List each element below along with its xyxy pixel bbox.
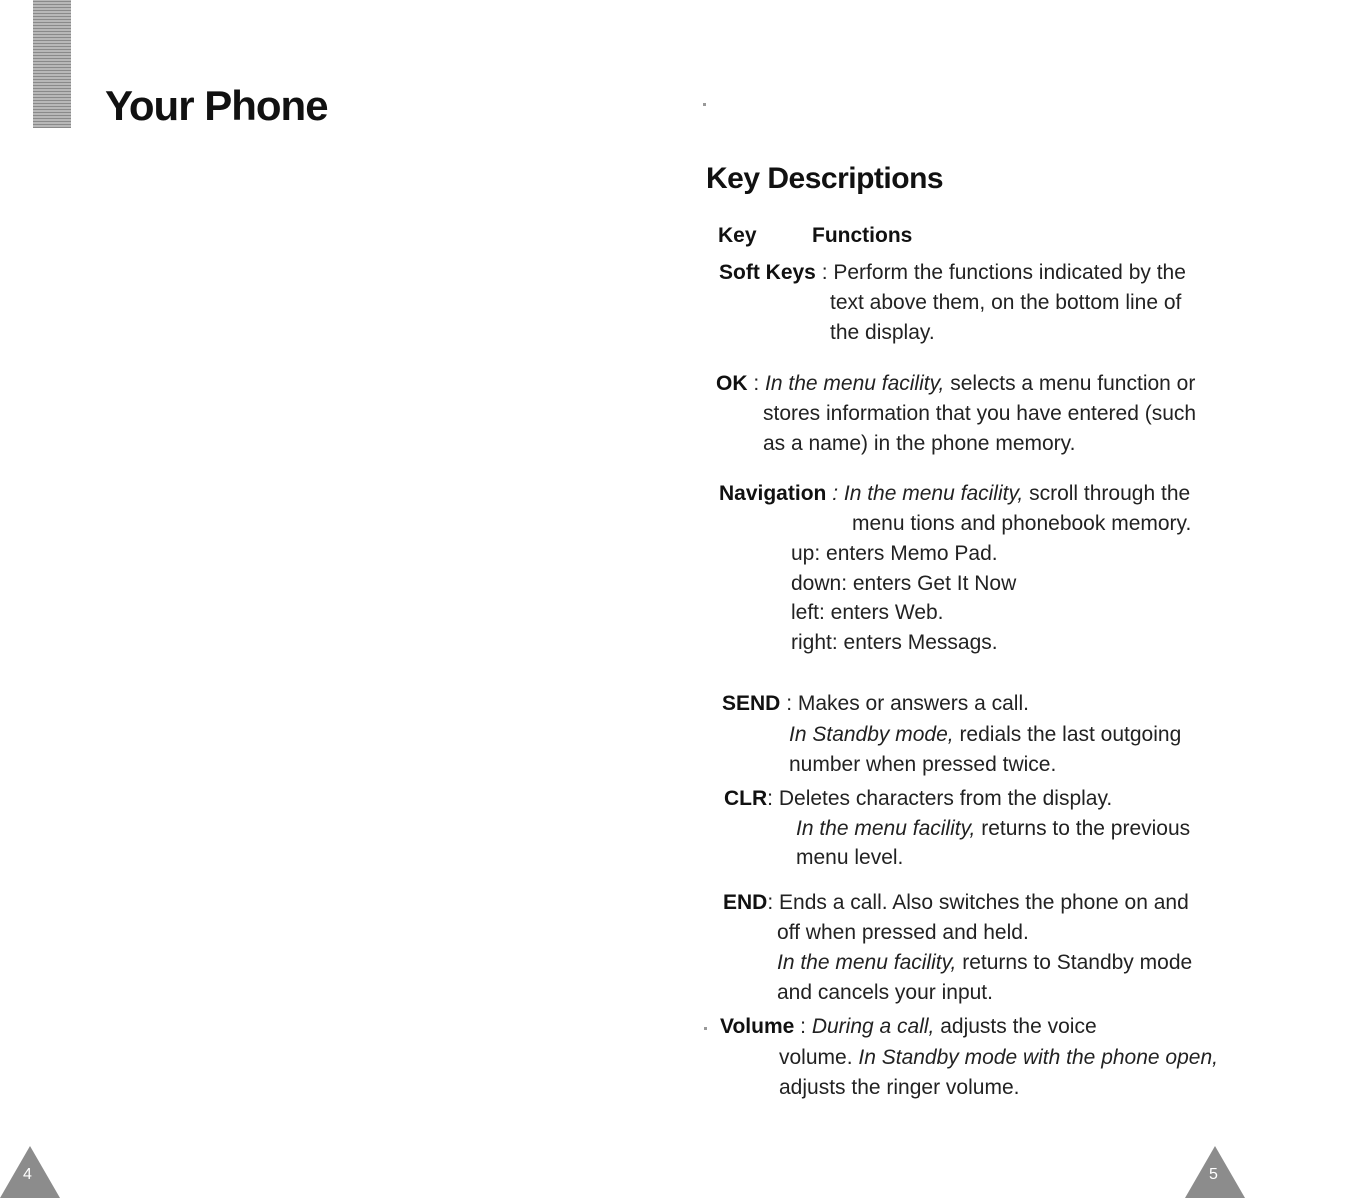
column-header-key: Key [718,224,757,247]
end-line: off when pressed and held. [777,921,1029,944]
entry-text: Perform the functions indicated by the [833,261,1186,284]
ok-line: stores information that you have entered (such [763,402,1197,425]
navigation-right: right: enters Messags. [791,631,998,654]
clr-entry [724,784,1112,814]
navigation-up: up: enters Memo Pad. [791,542,998,565]
entry-text: volume. [779,1046,859,1069]
key-label: Navigation [719,482,827,505]
send-line: number when pressed twice. [789,753,1057,776]
entry-text: returns to the previous [975,817,1191,840]
key-separator: : [826,482,844,505]
entry-text: selects a menu function or [944,372,1196,395]
key-separator: : [780,692,798,715]
key-separator: : [794,1015,812,1038]
entry-text: scroll through the [1023,482,1191,505]
soft-keys-line: text above them, on the bottom line of [830,291,1182,314]
page-number-left: 4 [23,1166,32,1183]
key-label: END [723,891,768,914]
clr-line: menu level. [796,846,904,869]
end-line [777,948,1192,978]
entry-italic: In the menu facility, [796,817,976,840]
navigation-left: left: enters Web. [791,601,944,624]
navigation-entry [719,479,1190,509]
page-title: Your Phone [105,82,328,129]
volume-line: adjusts the ringer volume. [779,1076,1020,1099]
entry-italic: In the menu facility, [777,951,957,974]
soft-keys-entry [719,258,1186,288]
section-heading: Key Descriptions [706,162,944,195]
key-label: OK [716,372,748,395]
navigation-down: down: enters Get It Now [791,572,1017,595]
key-label: SEND [722,692,781,715]
key-separator: : [767,891,780,914]
entry-italic: During a call, [811,1015,935,1038]
volume-line [779,1043,1218,1073]
entry-italic: In the menu facility, [765,372,945,395]
entry-text: Makes or answers a call. [797,692,1029,715]
entry-text: Deletes characters from the display. [778,787,1113,810]
scan-speck [703,103,706,106]
key-label: CLR [724,787,768,810]
key-label: Soft Keys [719,261,816,284]
entry-text: adjusts the voice [934,1015,1097,1038]
key-label: Volume [720,1015,795,1038]
section-tab-bar [33,0,71,128]
entry-italic: In Standby mode, [789,723,954,746]
send-entry [722,689,1029,719]
volume-entry [720,1012,1097,1042]
scan-speck [704,1027,707,1030]
ok-line: as a name) in the phone memory. [763,432,1076,455]
clr-line [796,814,1190,844]
entry-italic: In the menu facility, [843,482,1024,505]
entry-text: returns to Standby mode [956,951,1193,974]
page-number-right: 5 [1209,1166,1218,1183]
key-separator: : [815,261,834,284]
column-header-functions: Functions [812,224,913,247]
end-entry [723,888,1189,918]
entry-italic: In Standby mode with the phone open, [858,1046,1218,1069]
entry-text: redials the last outgoing [953,723,1182,746]
navigation-line: menu tions and phonebook memory. [852,512,1192,535]
soft-keys-line: the display. [830,321,935,344]
key-separator: : [747,372,766,395]
end-line: and cancels your input. [777,981,993,1004]
key-separator: : [767,787,779,810]
send-line [789,720,1181,750]
entry-text: Ends a call. Also switches the phone on and [779,891,1189,914]
ok-entry [716,369,1195,399]
